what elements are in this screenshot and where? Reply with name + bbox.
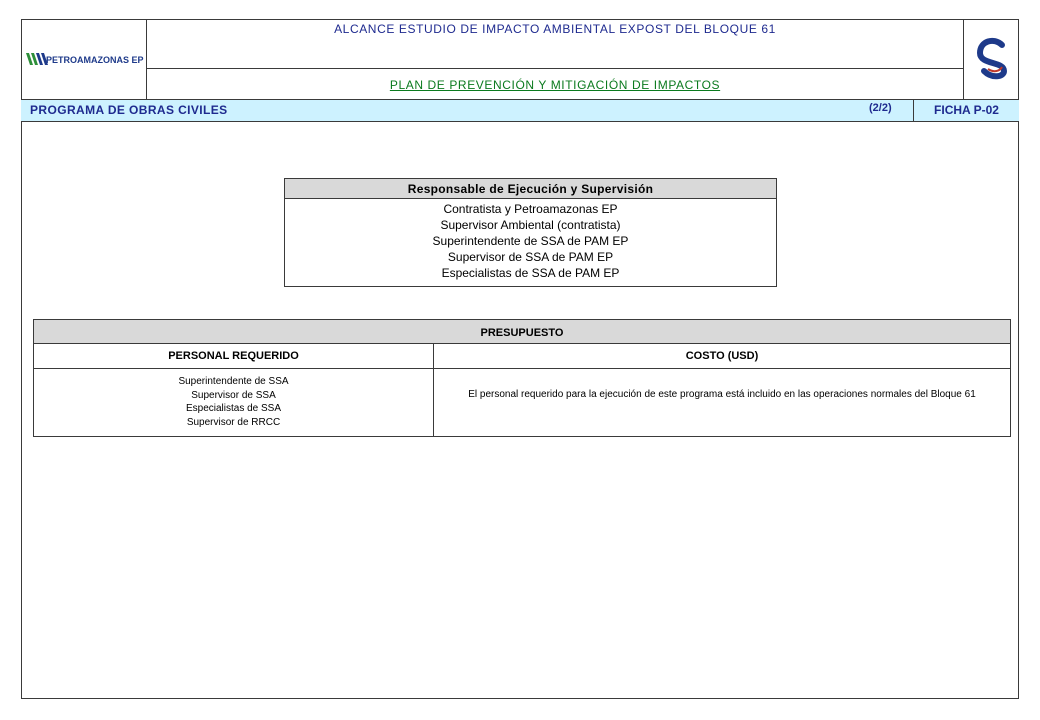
responsable-item: Supervisor de SSA de PAM EP xyxy=(447,250,614,264)
responsable-heading: Responsable de Ejecución y Supervisión xyxy=(285,179,776,199)
personnel-item: Supervisor de SSA xyxy=(191,389,276,401)
responsable-list xyxy=(285,199,776,281)
personnel-item: Supervisor de RRCC xyxy=(186,416,281,428)
responsable-item: Especialistas de SSA de PAM EP xyxy=(441,266,620,280)
budget-table xyxy=(33,319,1011,437)
company-logo-text: PETROAMAZONAS EP xyxy=(46,55,144,65)
personnel-item: Especialistas de SSA xyxy=(185,403,282,414)
document-title: ALCANCE ESTUDIO DE IMPACTO AMBIENTAL EXPOST DEL BLOQUE 61 xyxy=(147,19,963,69)
company-logo-cell xyxy=(21,19,147,99)
responsable-item: Contratista y Petroamazonas EP xyxy=(443,202,618,216)
responsable-item: Supervisor Ambiental (contratista) xyxy=(440,218,621,232)
petroamazonas-logo-icon xyxy=(21,19,147,99)
ficha-code: FICHA P-02 xyxy=(913,100,1019,121)
personnel-column-header: PERSONAL REQUERIDO xyxy=(34,344,434,369)
personnel-cell xyxy=(34,369,434,436)
stylized-s-logo-icon xyxy=(964,19,1020,99)
right-logo-cell xyxy=(963,19,1019,99)
page-indicator: (2/2) xyxy=(869,102,892,114)
program-band xyxy=(21,99,1019,122)
personnel-item: Superintendente de SSA xyxy=(178,376,289,387)
program-name: PROGRAMA DE OBRAS CIVILES xyxy=(30,103,228,117)
cost-column-header: COSTO (USD) xyxy=(434,344,1010,369)
budget-title: PRESUPUESTO xyxy=(34,320,1010,344)
responsable-item: Superintendente de SSA de PAM EP xyxy=(432,234,629,248)
cost-cell: El personal requerido para la ejecución de este programa está incluido en las operaciones normales del Bloque 61 xyxy=(468,389,976,400)
plan-subtitle: PLAN DE PREVENCIÓN Y MITIGACIÓN DE IMPACTOS xyxy=(389,78,721,92)
responsable-box xyxy=(284,178,777,287)
